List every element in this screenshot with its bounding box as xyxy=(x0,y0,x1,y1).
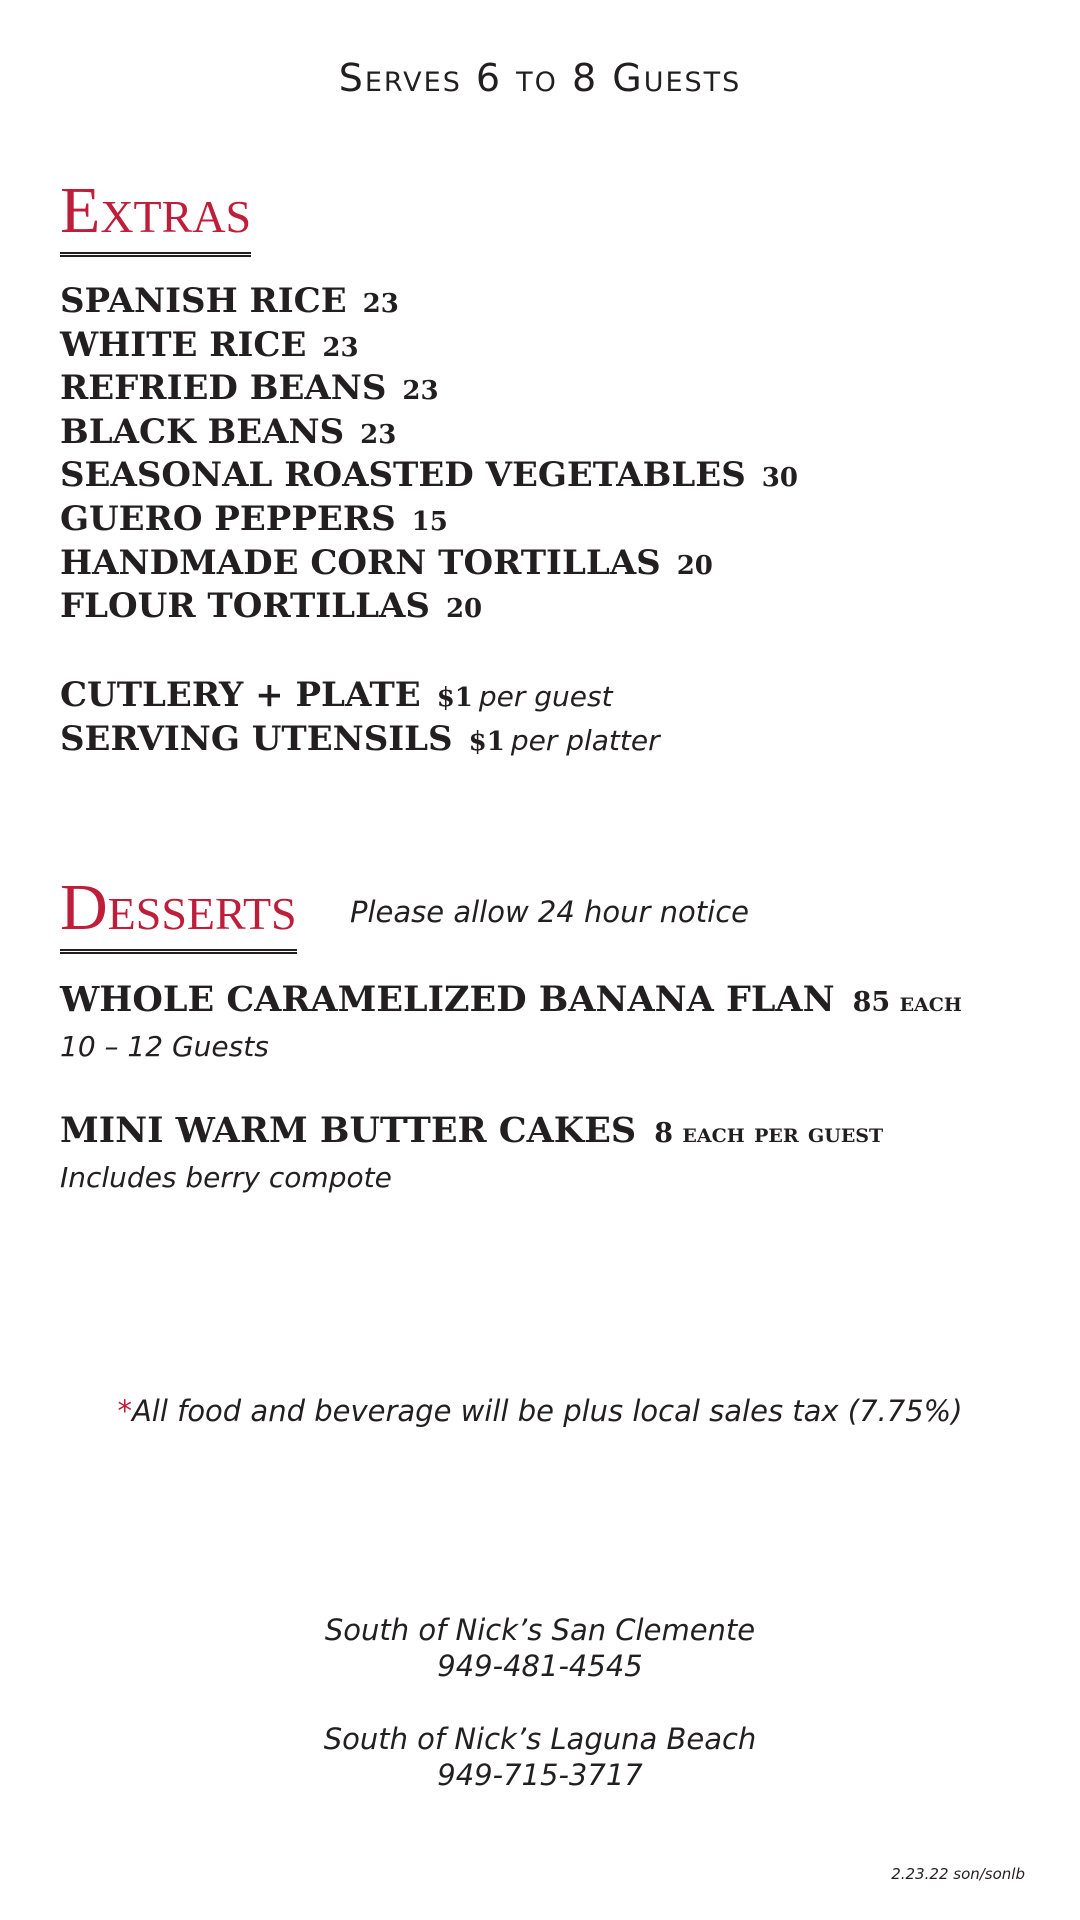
dessert-price: 85 each xyxy=(852,987,962,1018)
service-price: $1 xyxy=(436,683,473,713)
item-price: 15 xyxy=(411,506,448,537)
item-name: GUERO PEPPERS xyxy=(60,498,396,539)
service-item xyxy=(60,674,660,718)
item-price: 30 xyxy=(761,463,798,494)
services-list xyxy=(60,674,660,761)
service-name: CUTLERY + PLATE xyxy=(60,675,421,715)
location-laguna-beach xyxy=(0,1721,1080,1793)
item-name: SPANISH RICE xyxy=(60,281,347,321)
location-name: South of Nick’s San Clemente xyxy=(324,1613,756,1647)
location-phone: 949-715-3717 xyxy=(437,1758,643,1792)
dessert-price: 8 each per guest xyxy=(654,1118,884,1149)
dessert-item-butter-cakes xyxy=(60,1109,883,1200)
document-code: 2.23.22 son/sonlb xyxy=(891,1865,1025,1883)
extras-list xyxy=(60,280,798,629)
service-note: per guest xyxy=(478,680,613,713)
service-item xyxy=(60,718,660,762)
dessert-title-row xyxy=(60,1109,883,1156)
item-name: WHITE RICE xyxy=(60,324,307,365)
asterisk: * xyxy=(117,1394,132,1428)
item-price: 20 xyxy=(676,550,713,581)
desserts-heading: Desserts xyxy=(60,875,297,954)
extras-item xyxy=(60,411,798,455)
item-name: SEASONAL ROASTED VEGETABLES xyxy=(60,455,746,496)
location-phone: 949-481-4545 xyxy=(437,1649,643,1683)
extras-item xyxy=(60,454,798,498)
extras-item xyxy=(60,367,798,411)
item-name: FLOUR TORTILLAS xyxy=(60,586,430,627)
service-price: $1 xyxy=(468,726,505,757)
extras-item xyxy=(60,585,798,629)
extras-heading: Extras xyxy=(60,178,251,257)
item-price: 23 xyxy=(402,376,439,407)
dessert-title-row xyxy=(60,978,962,1025)
tax-note xyxy=(0,1394,1080,1428)
dessert-subtitle: 10 – 12 Guests xyxy=(60,1030,269,1063)
extras-item xyxy=(60,542,798,586)
item-name: REFRIED BEANS xyxy=(60,368,387,409)
dessert-subtitle: Includes berry compote xyxy=(60,1161,392,1194)
extras-item xyxy=(60,324,798,368)
serves-guests-heading: Serves 6 to 8 Guests xyxy=(338,56,742,100)
desserts-notice: Please allow 24 hour notice xyxy=(350,895,749,929)
dessert-item-flan xyxy=(60,978,962,1069)
service-name: SERVING UTENSILS xyxy=(60,718,453,759)
location-san-clemente xyxy=(0,1612,1080,1684)
item-price: 23 xyxy=(322,332,359,363)
item-price: 20 xyxy=(445,594,483,625)
dessert-name: WHOLE CARAMELIZED BANANA FLAN xyxy=(60,979,835,1020)
item-price: 23 xyxy=(362,289,399,319)
location-name: South of Nick’s Laguna Beach xyxy=(323,1722,757,1756)
extras-item xyxy=(60,498,798,542)
item-name: BLACK BEANS xyxy=(60,411,345,452)
item-price: 23 xyxy=(360,419,397,450)
tax-note-text: All food and beverage will be plus local sales tax (7.75%) xyxy=(131,1394,963,1428)
extras-item xyxy=(60,280,798,324)
service-note: per platter xyxy=(510,723,660,757)
item-name: HANDMADE CORN TORTILLAS xyxy=(60,542,661,583)
dessert-name: MINI WARM BUTTER CAKES xyxy=(60,1110,637,1151)
